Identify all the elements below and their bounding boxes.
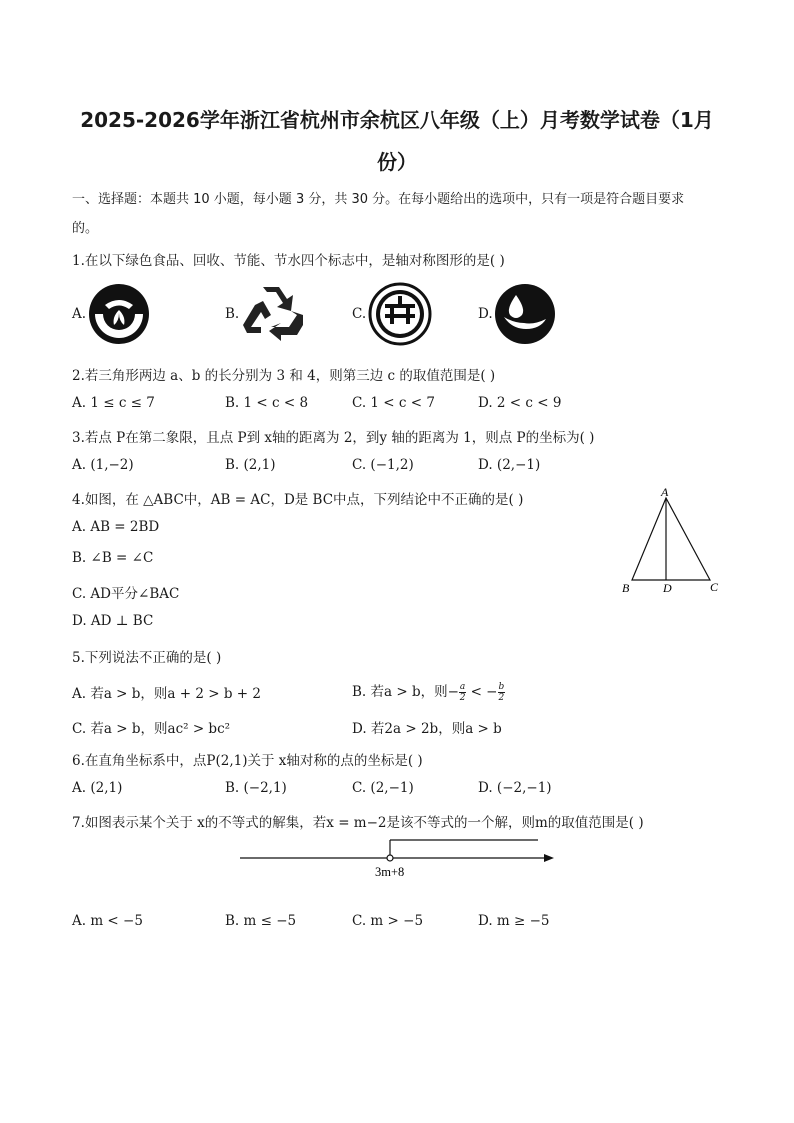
question-1-stem: 1.在以下绿色食品、回收、节能、节水四个标志中，是轴对称图形的是( ) (72, 253, 505, 269)
question-3-option-c: C. (−1,2) (352, 457, 414, 473)
question-6-stem: 6.在直角坐标系中，点P(2,1)关于 x轴对称的点的坐标是( ) (72, 753, 423, 769)
fraction-numerator: b (498, 682, 505, 692)
question-2-option-c: C. 1 < c < 7 (352, 395, 435, 411)
open-endpoint-circle (387, 855, 393, 861)
energy-saving-logo-icon (368, 282, 432, 346)
exam-title-line1: 2025-2026学年浙江省杭州市余杭区八年级（上）月考数学试卷（1月 (80, 108, 714, 132)
question-4-option-c: C. AD平分∠BAC (72, 586, 180, 602)
number-line-label: 3m+8 (375, 865, 405, 879)
vertex-label-a: A (661, 485, 669, 499)
section-heading-line1: 一、选择题：本题共 10 小题，每小题 3 分，共 30 分。在每小题给出的选项中，只有一项是符合题目要求 (72, 192, 685, 207)
question-7-option-c: C. m > −5 (352, 913, 424, 929)
question-6-option-b: B. (−2,1) (225, 780, 287, 796)
question-7-option-d: D. m ≥ −5 (478, 913, 550, 929)
question-4-stem: 4.如图，在 △ABC中，AB = AC，D是 BC中点，下列结论中不正确的是( ) (72, 492, 524, 508)
vertex-label-c: C (710, 580, 719, 594)
exam-title-line2: 份） (377, 150, 417, 174)
question-7-stem: 7.如图表示某个关于 x的不等式的解集，若x = m−2是该不等式的一个解，则m的取值范围是( ) (72, 815, 644, 831)
question-3-option-d: D. (2,−1) (478, 457, 541, 473)
question-2-option-a: A. 1 ≤ c ≤ 7 (72, 395, 155, 411)
question-7-option-a: A. m < −5 (72, 913, 143, 929)
question-4-option-b: B. ∠B = ∠C (72, 550, 154, 566)
vertex-label-b: B (622, 581, 630, 595)
question-1-option-d: D. (478, 306, 493, 322)
recycle-logo-icon (241, 281, 307, 345)
fraction-denominator: 2 (459, 693, 466, 703)
question-6-option-a: A. (2,1) (72, 780, 123, 796)
question-3-option-a: A. (1,−2) (72, 457, 134, 473)
question-5-option-d: D. 若2a > 2b，则a > b (352, 721, 502, 737)
section-heading-line2: 的。 (72, 221, 99, 236)
question-2-option-b: B. 1 < c < 8 (225, 395, 309, 411)
question-6-option-d: D. (−2,−1) (478, 780, 552, 796)
question-5-stem: 5.下列说法不正确的是( ) (72, 650, 222, 666)
question-5-option-c: C. 若a > b，则ac² > bc² (72, 721, 231, 737)
question-5-option-a: A. 若a > b，则a + 2 > b + 2 (72, 686, 261, 702)
question-2-stem: 2.若三角形两边 a、b 的长分别为 3 和 4，则第三边 c 的取值范围是( ) (72, 368, 496, 384)
question-1-option-c: C. (352, 306, 367, 322)
fraction-numerator: a (459, 682, 466, 692)
question-4-option-a: A. AB = 2BD (72, 519, 160, 535)
question-3-option-b: B. (2,1) (225, 457, 276, 473)
triangle-abc-figure (616, 484, 726, 598)
question-3-stem: 3.若点 P在第二象限，且点 P到 x轴的距离为 2，到y 轴的距离为 1，则点 P的坐标为( ) (72, 430, 595, 446)
water-saving-logo-icon (494, 283, 556, 345)
green-food-logo-icon (88, 283, 150, 345)
fraction-denominator: 2 (498, 693, 505, 703)
question-1-option-b: B. (225, 306, 240, 322)
fraction-a-over-2 (459, 682, 466, 703)
question-1-option-a: A. (72, 306, 87, 322)
option-b-middle: < − (470, 684, 498, 700)
vertex-label-d: D (663, 581, 672, 595)
question-7-option-b: B. m ≤ −5 (225, 913, 297, 929)
question-5-option-b (352, 680, 505, 703)
question-6-option-c: C. (2,−1) (352, 780, 414, 796)
question-4-option-d: D. AD ⊥ BC (72, 613, 154, 629)
number-line-figure (238, 836, 558, 882)
question-2-option-d: D. 2 < c < 9 (478, 395, 562, 411)
fraction-b-over-2 (498, 682, 506, 703)
option-b-prefix: B. 若a > b，则− (352, 684, 459, 700)
